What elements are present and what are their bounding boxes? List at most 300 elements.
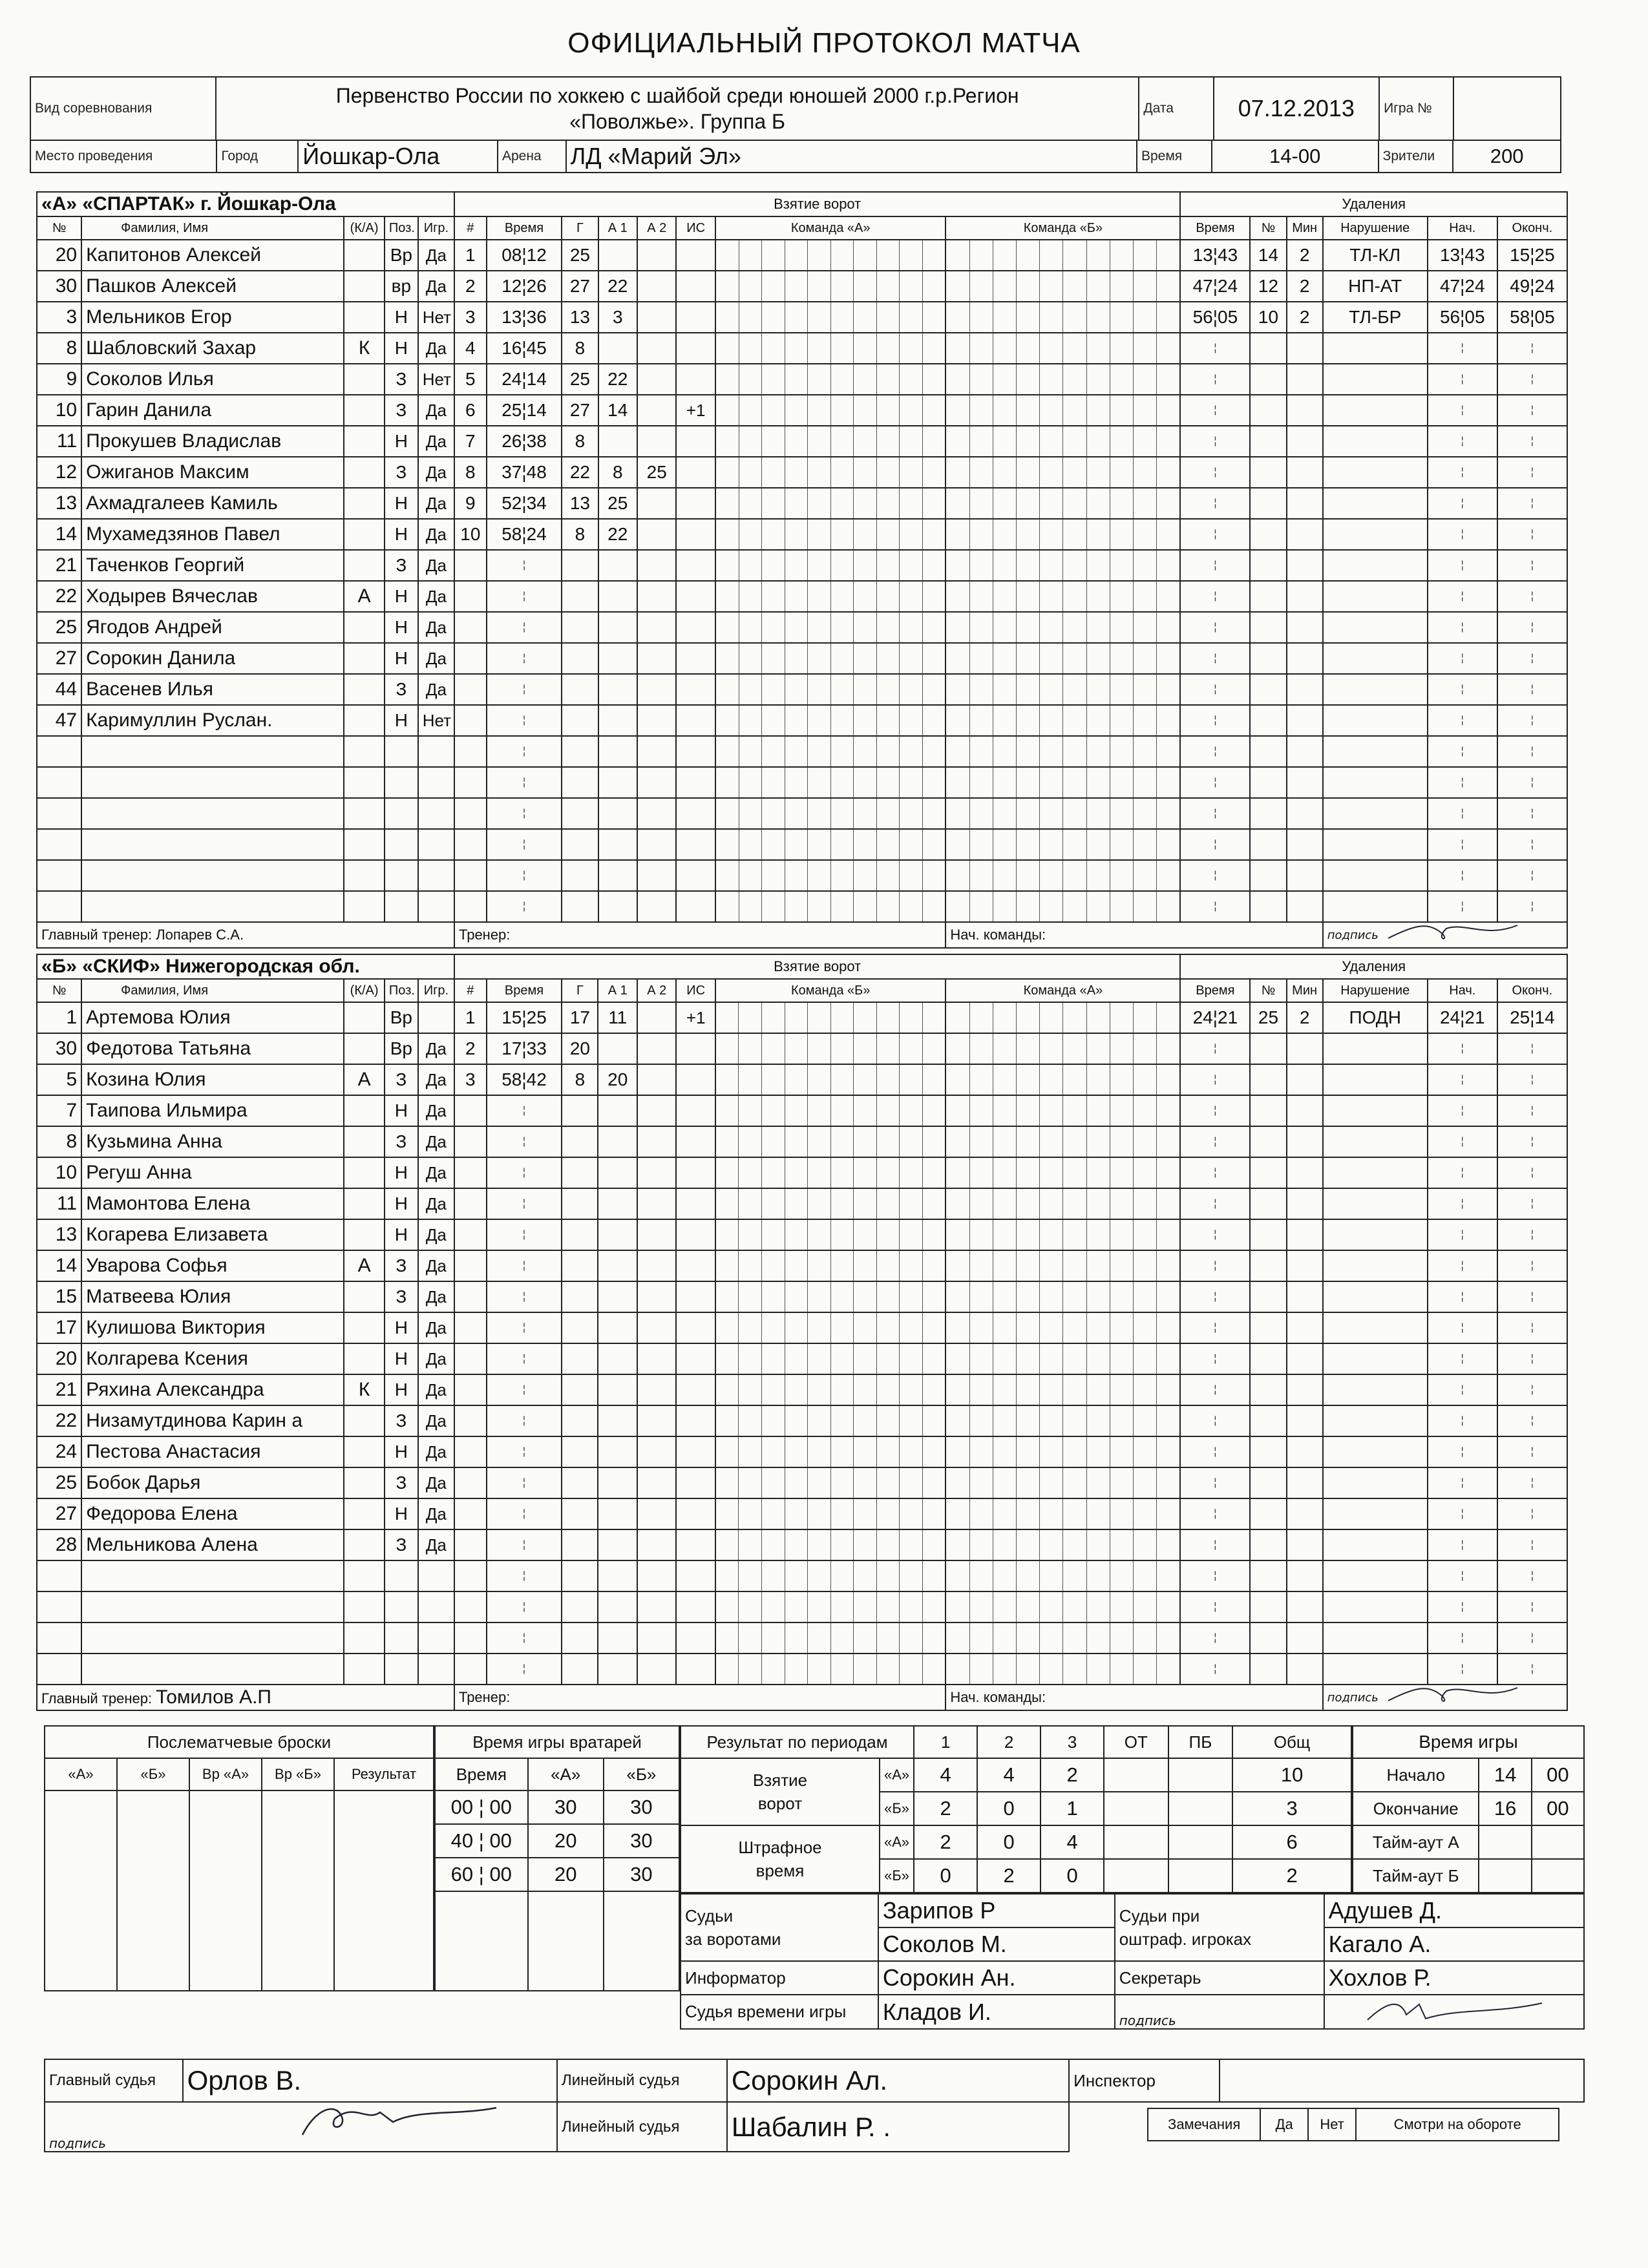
lineup-grid-a [715,426,945,457]
lineup-grid-a [715,829,945,860]
penalty-start-min: 47 [1439,276,1461,296]
lineup-grid-b [945,457,1180,488]
penalty-minutes: 2 [1287,1002,1323,1033]
team-name: «Б» «СКИФ» Нижегородская обл. [37,954,454,979]
spectators-label: Зрители [1379,140,1453,173]
arena-label: Арена [498,140,566,173]
goal-number: 4 [454,333,487,364]
player-played: Да [418,1219,454,1250]
goal-minute: 25 [502,400,522,420]
penalty-start-min: 13 [1439,245,1461,265]
player-played: Да [418,1374,454,1405]
pen-col-violation: Нарушение [1323,979,1428,1002]
player-position: Н [385,643,418,674]
goal-situation: +1 [676,1002,715,1033]
player-ka [344,302,385,333]
lineup-grid-a [715,488,945,519]
lineup-grid-b [945,1591,1180,1622]
goal-assist-1: 8 [598,457,637,488]
player-ka [344,1498,385,1529]
pim-b-p2: 2 [977,1859,1041,1893]
lineup-grid-a [715,1033,945,1064]
goal-second: 45 [526,338,547,358]
penalty-minute: 56 [1192,307,1213,327]
lineup-grid-b [945,1281,1180,1312]
time-label: Время [1137,140,1212,173]
goal-col-is: ИС [676,979,715,1002]
player-number: 15 [37,1281,81,1312]
period-col: ПБ [1168,1726,1233,1758]
pen-col-min: Мин [1287,979,1323,1002]
remarks-yes[interactable]: Да [1260,2108,1308,2141]
lineup-grid-a [715,1654,945,1685]
pim-a-p1: 2 [914,1825,977,1859]
date-value: 07.12.2013 [1214,77,1380,140]
lineup-grid-b [945,891,1180,922]
goals-a-p2: 4 [977,1758,1041,1792]
goal-col-team-a: Команда «Б» [715,979,945,1002]
goal-time: 58¦42 [487,1064,562,1095]
goal-second: 34 [526,493,547,513]
player-number: 27 [37,1498,81,1529]
team-sign-label: подпись [1327,1690,1379,1705]
player-position: З [385,1064,418,1095]
player-name-text: Каримуллин Руслан. [86,709,273,731]
goal-situation [676,457,715,488]
protocol-row: ¦ ¦ ¦ ¦ [37,1560,1567,1591]
goal-scorer: 8 [562,333,598,364]
remarks-no[interactable]: Нет [1308,2108,1356,2141]
lineup-grid-b [945,271,1180,302]
lineup-grid-a [715,1312,945,1343]
lineup-grid-a [715,364,945,395]
player-name [81,1250,344,1281]
player-name-text: Пашков Алексей [86,275,237,297]
player-number: 27 [37,643,81,674]
referee-value: Орлов В. [183,2059,557,2102]
goal-time: 24¦14 [487,364,562,395]
goal-time: 37¦48 [487,457,562,488]
player-name-text: Уварова Софья [86,1255,227,1276]
penalty-end: 49¦24 [1497,271,1567,302]
goalie-a: 20 [528,1858,604,1891]
player-played: Да [418,333,454,364]
player-played: Да [418,1033,454,1064]
player-name-text: Капитонов Алексей [86,244,262,266]
lineup-grid-a [715,767,945,798]
time-value: 14-00 [1212,140,1379,173]
goal-number: 9 [454,488,487,519]
lineup-grid-b [945,488,1180,519]
player-ka [344,1219,385,1250]
goals-label-1: Взятие [752,1770,808,1790]
pim-a-so [1168,1825,1233,1859]
player-name-text: Ожиганов Максим [86,461,249,483]
penalty-end-min: 15 [1510,245,1530,265]
see-back: Смотри на обороте [1356,2108,1559,2141]
player-ka [344,1281,385,1312]
shootout-col: Вр «Б» [262,1758,334,1790]
goal-minute: 15 [502,1007,522,1027]
goal-scorer: 13 [562,488,598,519]
protocol-row [37,1002,1567,1033]
lineup-grid-a [715,736,945,767]
goal-col-team-b: Команда «Б» [945,216,1180,240]
player-position: Н [385,1188,418,1219]
lineup-grid-a [715,1002,945,1033]
penalty-time: 24¦21 [1180,1002,1250,1033]
player-number: 17 [37,1312,81,1343]
start-minute: 00 [1532,1758,1584,1792]
player-position: З [385,1405,418,1436]
lineup-grid-b [945,1312,1180,1343]
player-position: Н [385,426,418,457]
goal-minute: 58 [502,1069,522,1089]
goal-col-team-b: Команда «А» [945,979,1180,1002]
goal-col-is: ИС [676,216,715,240]
officials-sign-label: подпись [1115,1995,1324,2029]
period-col: 3 [1041,1726,1104,1758]
player-number: 7 [37,1095,81,1126]
inspector-label: Инспектор [1069,2059,1219,2102]
lineup-grid-b [945,1188,1180,1219]
player-name-text: Артемова Юлия [86,1007,231,1028]
goalie-col-a: «А» [528,1758,604,1790]
goal-second: 14 [526,369,547,389]
player-ka: А [344,581,385,612]
pim-b-so [1168,1859,1233,1893]
goalie-min: 40 [450,1829,474,1852]
lineup-grid-a [715,1281,945,1312]
goal-number: 5 [454,364,487,395]
goal-scorer: 22 [562,457,598,488]
protocol-row: 10 Регуш Анна Н Да ¦ ¦ ¦ ¦ [37,1157,1567,1188]
goal-time: 13¦36 [487,302,562,333]
player-position: З [385,395,418,426]
player-position: Н [385,705,418,736]
goals-a-total: 10 [1232,1758,1351,1792]
coach-name: Томилов А.П [156,1686,271,1708]
team-sign-cell [1323,1685,1567,1710]
periods-title: Результат по периодам [681,1726,914,1758]
protocol-row: 24 Пестова Анастасия Н Да ¦ ¦ ¦ ¦ [37,1436,1567,1467]
goal-minute: 08 [502,245,522,265]
lineup-grid-b [945,860,1180,891]
penalty-violation: ТЛ-КЛ [1323,240,1428,271]
goals-b-p2: 0 [977,1792,1041,1825]
goal-number: 6 [454,395,487,426]
penalty-minute: 47 [1192,276,1213,296]
penalty-end-min: 58 [1510,307,1530,327]
player-number: 21 [37,550,81,581]
player-name [81,1219,344,1250]
player-name-text: Мельников Егор [86,306,232,328]
player-name-text: Пестова Анастасия [86,1441,261,1462]
period-col: 2 [977,1726,1041,1758]
player-position: Н [385,302,418,333]
lineup-grid-b [945,1343,1180,1374]
lineup-grid-b [945,1529,1180,1560]
player-number: 8 [37,333,81,364]
player-name [81,1281,344,1312]
team-name: «А» «СПАРТАК» г. Йошкар-Ола [37,192,454,216]
player-played: Да [418,643,454,674]
end-minute: 00 [1532,1792,1584,1825]
competition-line-1: Первенство России по хоккею с шайбой среди юношей 2000 г.р.Регион [335,84,1019,107]
player-number: 9 [37,364,81,395]
penalty-second: 05 [1218,307,1238,327]
goals-title: Взятие ворот [454,192,1180,216]
protocol-row: 20 Колгарева Ксения Н Да ¦ ¦ ¦ ¦ [37,1343,1567,1374]
team-chief-label: Нач. команды: [945,922,1322,948]
player-name-text: Мельникова Алена [86,1534,258,1555]
goal-scorer: 25 [562,364,598,395]
game-time-table [1352,1725,1585,1893]
penalty-end: 58¦05 [1497,302,1567,333]
player-name [81,333,344,364]
goal-number: 3 [454,1064,487,1095]
penalty-violation: НП-АТ [1323,271,1428,302]
pim-a-total: 6 [1232,1825,1351,1859]
team-b-label: «Б» [880,1792,914,1825]
lineup-grid-a [715,1250,945,1281]
goal-scorer: 8 [562,1064,598,1095]
goalie-col-time: Время [435,1758,528,1790]
goal-minute: 17 [502,1038,522,1058]
player-number: 22 [37,581,81,612]
lineup-grid-b [945,364,1180,395]
player-played: Да [418,395,454,426]
lineup-grid-b [945,581,1180,612]
secretary-label: Секретарь [1115,1961,1324,1995]
protocol-row [37,240,1567,271]
lineup-grid-b [945,829,1180,860]
goalie-min: 60 [450,1863,474,1885]
goal-time: 15¦25 [487,1002,562,1033]
shootout-col: «Б» [117,1758,189,1790]
goal-situation [676,302,715,333]
team-a-label: «А» [880,1825,914,1859]
player-name-text: Федорова Елена [86,1503,238,1524]
goals-b-total: 3 [1232,1792,1351,1825]
penalty-violation: ПОДН [1323,1002,1428,1033]
goal-number: 7 [454,426,487,457]
player-number: 10 [37,395,81,426]
player-position: Н [385,1157,418,1188]
player-name [81,1002,344,1033]
goal-second: 25 [526,1007,547,1027]
protocol-row: 13 Ахмадгалеев Камиль Н Да 9 52¦34 13 25 ¦ ¦ ¦ [37,488,1567,519]
lineup-grid-b [945,1095,1180,1126]
goal-time: 08¦12 [487,240,562,271]
player-ka [344,364,385,395]
protocol-row: 14 Мухамедзянов Павел Н Да 10 58¦24 8 22 ¦ ¦ ¦ [37,519,1567,550]
player-name-text: Сорокин Данила [86,647,236,669]
player-ka: К [344,333,385,364]
goalie-col-b: «Б» [604,1758,679,1790]
goal-assist-1 [598,333,637,364]
protocol-row: 10 Гарин Данила З Да 6 25¦14 27 14 +1 ¦ ¦ ¦ [37,395,1567,426]
player-ka [344,457,385,488]
penalty-start: 47¦24 [1428,271,1497,302]
pim-label [681,1825,880,1893]
player-position: З [385,1281,418,1312]
shootout-col: Результат [334,1758,434,1790]
player-played: Нет [418,302,454,333]
lineup-grid-a [715,1095,945,1126]
team-b-label: «Б» [880,1859,914,1893]
lineup-grid-a [715,1467,945,1498]
player-position: Н [385,1343,418,1374]
player-ka [344,426,385,457]
player-played: Да [418,1467,454,1498]
protocol-row: 25 Ягодов Андрей Н Да ¦ ¦ ¦ ¦ [37,612,1567,643]
goal-number: 10 [454,519,487,550]
protocol-row: 17 Кулишова Виктория Н Да ¦ ¦ ¦ ¦ [37,1312,1567,1343]
goal-judge-1: Зарипов Р [878,1894,1115,1927]
player-played: Нет [418,705,454,736]
goal-assist-2 [637,1064,676,1095]
player-name-text: Кузьмина Анна [86,1131,222,1152]
goal-situation [676,364,715,395]
lineup-grid-b [945,1498,1180,1529]
player-name [81,1529,344,1560]
pen-col-min: Мин [1287,216,1323,240]
player-played: Да [418,1405,454,1436]
goal-assist-2 [637,333,676,364]
goal-assist-2 [637,364,676,395]
player-name [81,1312,344,1343]
penalty-judge-2: Кагало А. [1324,1927,1584,1961]
player-name-text: Васенев Илья [86,678,213,700]
penalty-end-sec: 05 [1534,307,1555,327]
roster-col-name: Фамилия, Имя [81,979,344,1002]
roster-col-pos: Поз. [385,979,418,1002]
goal-second: 48 [526,462,547,482]
goals-label [681,1758,880,1825]
player-ka [344,519,385,550]
lineup-grid-a [715,1374,945,1405]
goalie-row: 40 ¦ 00 20 30 [435,1824,679,1858]
pen-col-end: Оконч. [1497,979,1567,1002]
penalty-time: 47¦24 [1180,271,1250,302]
pim-b-total: 2 [1232,1859,1351,1893]
goal-assist-2 [637,488,676,519]
player-ka [344,271,385,302]
penalty-start-sec: 24 [1464,276,1485,296]
player-position: Н [385,333,418,364]
lineup-grid-a [715,581,945,612]
pim-b-p3: 0 [1041,1859,1104,1893]
goal-assist-1: 25 [598,488,637,519]
coach-cell [37,1685,454,1710]
period-results-table [680,1725,1352,1893]
period-col: ОТ [1104,1726,1168,1758]
lineup-grid-b [945,767,1180,798]
signature-icon [290,2102,548,2141]
penalty-end-sec: 25 [1534,245,1555,265]
lineup-grid-a [715,1064,945,1095]
player-position: Н [385,519,418,550]
player-position: Вр [385,1033,418,1064]
player-name [81,1498,344,1529]
period-col: 1 [914,1726,977,1758]
goal-time: 25¦14 [487,395,562,426]
penalty-minutes: 2 [1287,302,1323,333]
lineup-grid-a [715,1188,945,1219]
player-ka [344,1312,385,1343]
player-name-text: Таипова Ильмира [86,1100,248,1121]
roster-col-ka: (К/А) [344,979,385,1002]
timekeeper-value: Кладов И. [878,1995,1115,2029]
player-number: 28 [37,1529,81,1560]
goal-assist-1: 22 [598,364,637,395]
penalty-end-sec: 14 [1534,1007,1555,1027]
lineup-grid-a [715,302,945,333]
player-ka [344,1529,385,1560]
goal-minute: 58 [502,524,522,544]
lineup-grid-b [945,1405,1180,1436]
arena-value: ЛД «Марий Эл» [566,140,1137,173]
protocol-row [37,302,1567,333]
goal-scorer: 25 [562,240,598,271]
player-name [81,457,344,488]
player-ka [344,1188,385,1219]
player-name [81,364,344,395]
pen-col-num: № [1250,216,1286,240]
coach-cell [37,922,454,948]
goal-col-num: # [454,216,487,240]
goal-time: 26¦38 [487,426,562,457]
informer-value: Сорокин Ан. [878,1961,1115,1995]
lineup-grid-a [715,1405,945,1436]
goal-assist-1: 3 [598,302,637,333]
player-ka [344,395,385,426]
lineup-grid-a [715,550,945,581]
player-number: 13 [37,488,81,519]
goal-situation: +1 [676,395,715,426]
goal-number: 1 [454,1002,487,1033]
goal-time: 17¦33 [487,1033,562,1064]
protocol-row: ¦ ¦ ¦ ¦ [37,798,1567,829]
protocol-row: 11 Прокушев Владислав Н Да 7 26¦38 8 ¦ ¦ ¦ [37,426,1567,457]
goals-a-p1: 4 [914,1758,977,1792]
pim-label-2: время [755,1861,805,1880]
player-position: З [385,457,418,488]
penalty-end-min: 25 [1510,1007,1530,1027]
goal-col-time: Время [487,216,562,240]
protocol-row: 25 Бобок Дарья З Да ¦ ¦ ¦ ¦ [37,1467,1567,1498]
secretary-signature [1324,1995,1584,2029]
lineup-grid-a [715,519,945,550]
penalty-second: 24 [1218,276,1238,296]
roster-col-name: Фамилия, Имя [81,216,344,240]
goal-scorer: 20 [562,1033,598,1064]
goal-situation [676,271,715,302]
player-name [81,519,344,550]
player-name [81,1467,344,1498]
lineup-grid-b [945,395,1180,426]
remarks-cell [1069,2102,1584,2152]
player-number: 20 [37,1343,81,1374]
goal-assist-1 [598,240,637,271]
penalty-minute: 13 [1192,245,1213,265]
player-name [81,1374,344,1405]
end-hour: 16 [1479,1792,1531,1825]
referee-sign-cell [45,2102,557,2152]
goal-assist-2 [637,271,676,302]
goal-col-a2: А 2 [637,216,676,240]
